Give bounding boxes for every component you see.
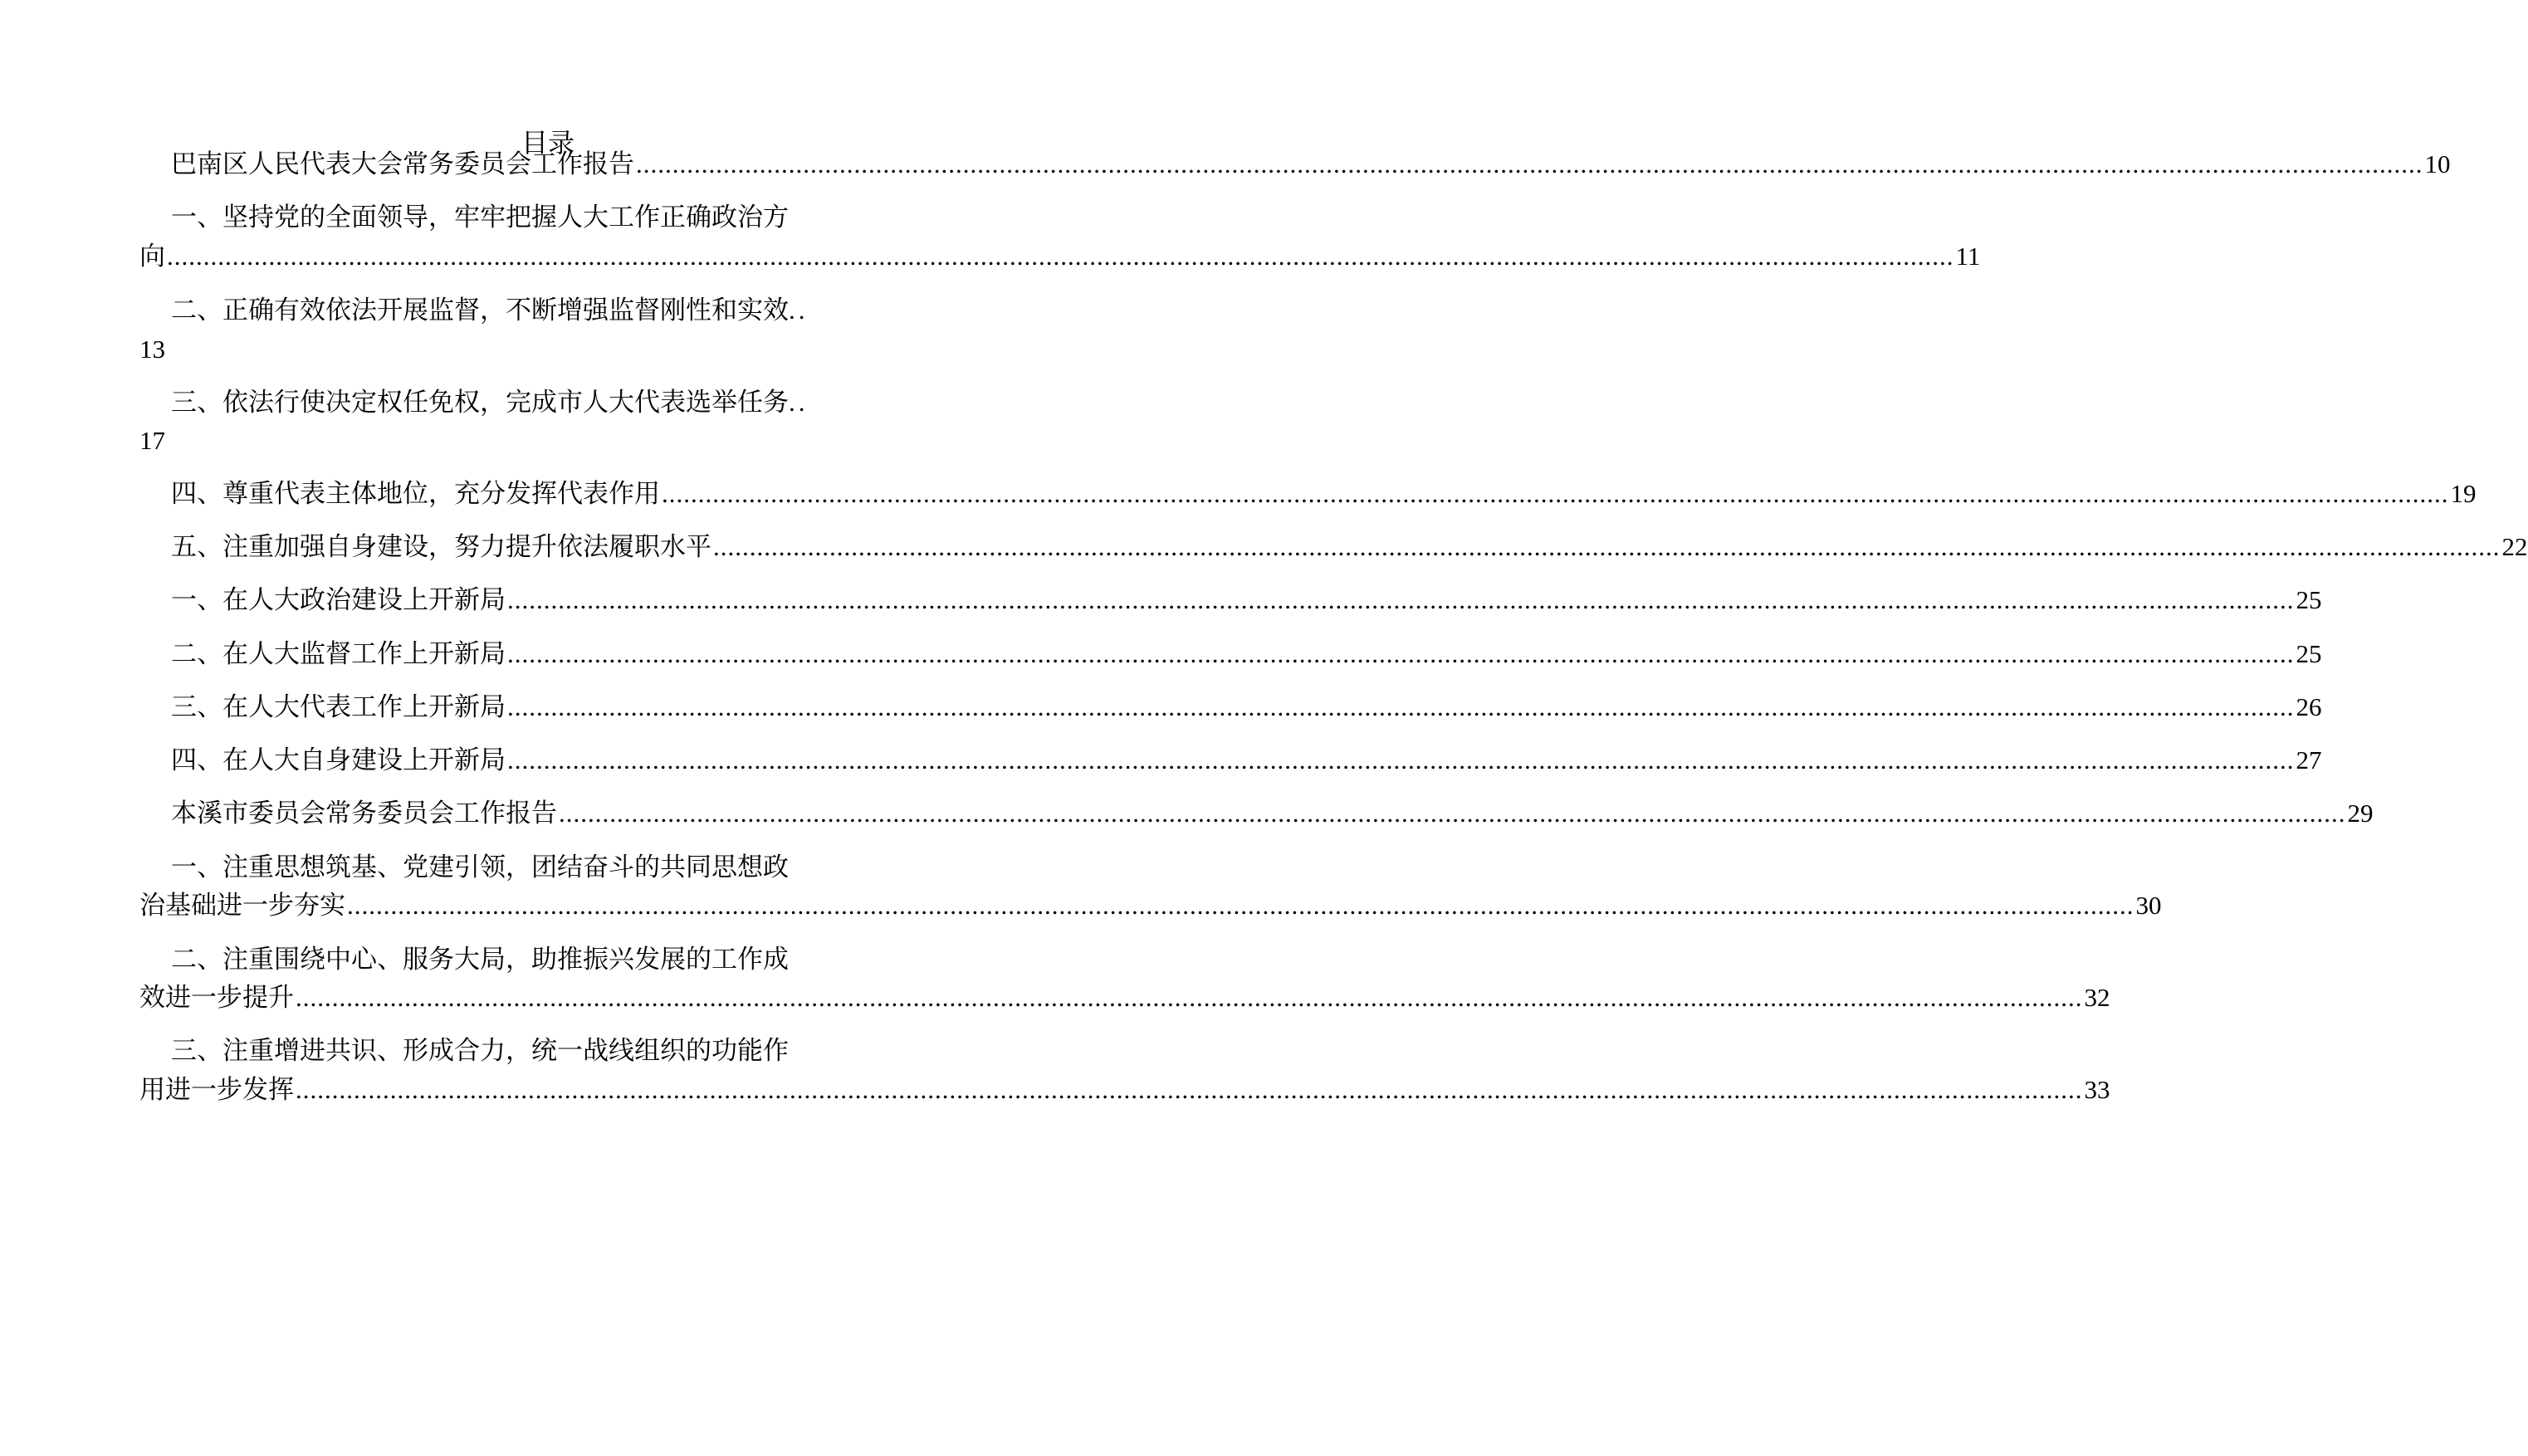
toc-page-number: 32 — [2084, 983, 2110, 1012]
toc-entry[interactable] — [171, 849, 789, 886]
toc-page-number: 33 — [2084, 1075, 2110, 1104]
toc-entry[interactable] — [171, 146, 2451, 183]
toc-leader-dots — [713, 529, 2501, 565]
toc-entry-text: 巴南区人民代表大会常务委员会工作报告 — [171, 149, 634, 179]
toc-entry[interactable] — [171, 384, 809, 421]
toc-entry-continuation[interactable] — [139, 980, 2110, 1016]
toc-leader-dots — [296, 1072, 2083, 1108]
toc-entry-text: 一、注重思想筑基、党建引领，团结奋斗的共同思想政 — [171, 853, 789, 882]
toc-page-number: 25 — [2296, 639, 2322, 668]
toc-entry-continuation[interactable] — [139, 423, 306, 459]
toc-entry[interactable] — [171, 795, 2374, 832]
toc-entry[interactable] — [171, 689, 2322, 726]
toc-trailing-dots: .. — [789, 388, 809, 417]
toc-entry[interactable] — [171, 529, 2528, 565]
toc-entry-text: 四、在人大自身建设上开新局 — [171, 745, 506, 775]
toc-entry-text: 一、坚持党的全面领导，牢牢把握人大工作正确政治方 — [171, 203, 789, 232]
toc-entry-continuation[interactable] — [139, 887, 2162, 924]
toc-leader-dots — [559, 795, 2346, 832]
toc-leader-dots — [507, 742, 2295, 779]
toc-entry[interactable] — [171, 941, 789, 978]
toc-entry[interactable] — [171, 199, 789, 236]
toc-entry-continuation[interactable] — [139, 1072, 2110, 1108]
toc-entry[interactable] — [171, 1033, 789, 1069]
toc-leader-dots — [507, 582, 2295, 618]
toc-entry[interactable] — [171, 292, 809, 329]
toc-leader-dots — [507, 636, 2295, 672]
toc-page-number: 29 — [2347, 799, 2374, 828]
toc-entry-continuation[interactable] — [139, 331, 306, 368]
toc-page-number: 17 — [139, 426, 165, 455]
toc-entry[interactable] — [171, 636, 2322, 672]
toc-leader-dots — [347, 887, 2134, 924]
toc-page-number: 26 — [2296, 692, 2322, 721]
toc-entry-text: 二、正确有效依法开展监督，不断增强监督刚性和实效 — [171, 296, 789, 325]
toc-entry-text-cont: 向 — [139, 242, 165, 271]
toc-entry-continuation[interactable] — [139, 238, 1981, 275]
toc-leader-dots — [636, 146, 2423, 183]
toc-entry-text: 二、注重围绕中心、服务大局，助推振兴发展的工作成 — [171, 945, 789, 975]
toc-page-number: 13 — [139, 335, 165, 364]
toc-page-number: 22 — [2501, 532, 2528, 561]
toc-entry-text-cont: 用进一步发挥 — [139, 1075, 294, 1105]
toc-leader-dots — [167, 238, 1954, 275]
toc-page-number: 19 — [2450, 479, 2477, 508]
toc-entry[interactable] — [171, 742, 2322, 779]
toc-entry[interactable] — [171, 582, 2322, 618]
toc-page-number: 27 — [2296, 745, 2322, 774]
toc-entry-text: 三、注重增进共识、形成合力，统一战线组织的功能作 — [171, 1036, 789, 1066]
toc-leader-dots — [662, 476, 2449, 512]
toc-entry-text: 一、在人大政治建设上开新局 — [171, 585, 506, 615]
toc-leader-dots — [296, 980, 2083, 1016]
toc-leader-dots — [507, 689, 2295, 726]
toc-entry-text: 本溪市委员会常务委员会工作报告 — [171, 799, 557, 828]
toc-page-number: 10 — [2424, 149, 2451, 178]
toc-page-number: 11 — [1955, 242, 1981, 271]
toc-title: 目录 — [521, 127, 575, 159]
toc-entry-text: 二、在人大监督工作上开新局 — [171, 639, 506, 669]
toc-entry-text: 五、注重加强自身建设，努力提升依法履职水平 — [171, 532, 711, 562]
toc-entry[interactable] — [171, 476, 2477, 512]
toc-entry-text: 四、尊重代表主体地位，充分发挥代表作用 — [171, 479, 660, 509]
toc-entry-text-cont: 治基础进一步夯实 — [139, 891, 345, 921]
toc-entry-text: 三、在人大代表工作上开新局 — [171, 692, 506, 722]
toc-page-number: 25 — [2296, 585, 2322, 614]
toc-entry-text: 三、依法行使决定权任免权，完成市人大代表选举任务 — [171, 388, 789, 418]
toc-entry-text-cont: 效进一步提升 — [139, 983, 294, 1013]
toc-page-number: 30 — [2135, 891, 2162, 920]
toc-trailing-dots: .. — [789, 296, 809, 325]
